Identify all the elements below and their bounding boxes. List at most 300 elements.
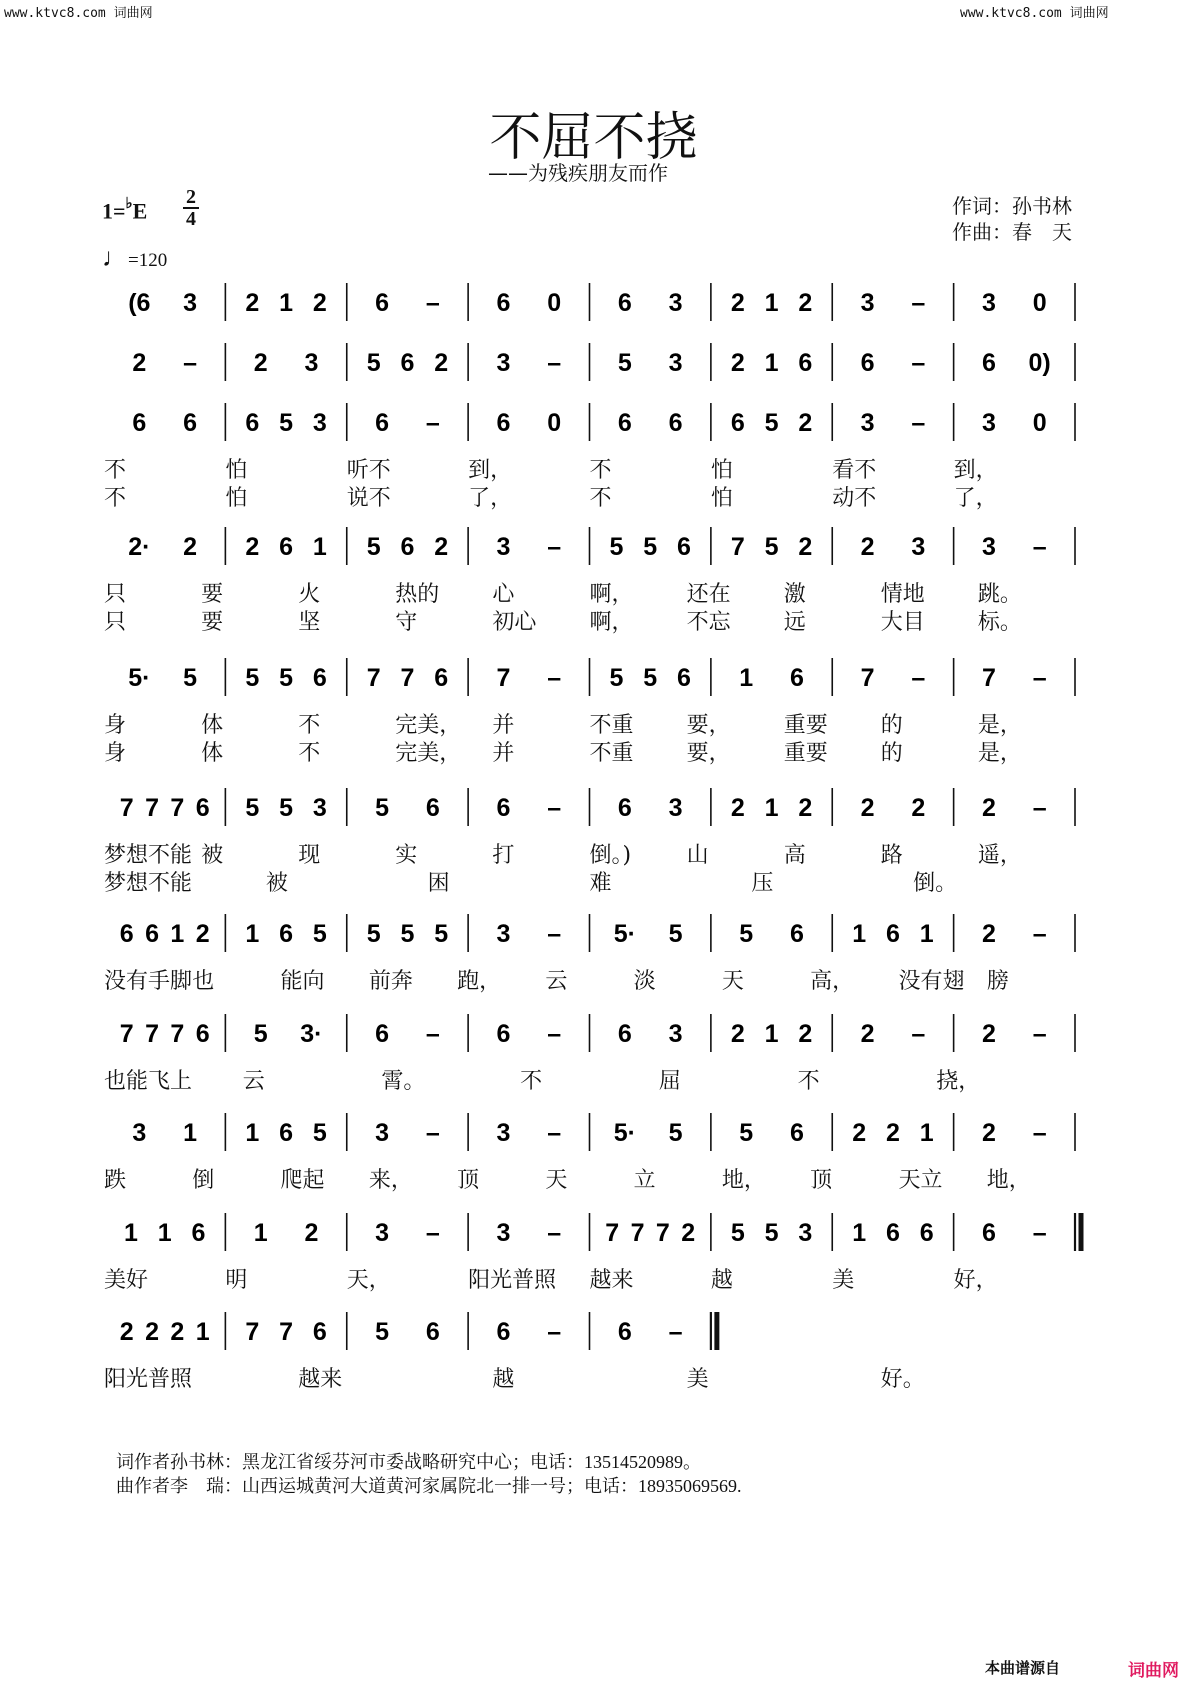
note: – <box>425 289 440 317</box>
note: 5 <box>366 533 381 561</box>
note: 6 <box>279 920 294 948</box>
note: 7 <box>119 794 134 822</box>
lyric-word: 遥， <box>977 843 1022 868</box>
note: 7 <box>366 664 381 692</box>
lyric-word: 也能飞上 <box>104 1069 193 1094</box>
lyric-word: 被 <box>265 871 288 896</box>
lyric-word: 不重 <box>589 741 634 766</box>
lyric-word: 爬起 <box>280 1168 325 1193</box>
lyric-word: 坚 <box>298 610 321 635</box>
note: 6 <box>919 1219 934 1247</box>
note: 3 <box>496 920 511 948</box>
note: 1 <box>764 794 779 822</box>
note: 1 <box>245 1119 260 1147</box>
note: 7 <box>496 664 511 692</box>
note: 1 <box>157 1219 172 1247</box>
note: – <box>1032 664 1047 692</box>
note: 7 <box>860 664 875 692</box>
note: 3 <box>132 1119 147 1147</box>
note: 6 <box>400 349 415 377</box>
lyric-word: 越 <box>492 1367 515 1392</box>
lyric-word: 跳。 <box>977 582 1022 607</box>
lyric-word: 屈 <box>658 1069 681 1094</box>
lyric-word: 是， <box>977 741 1022 766</box>
tempo-value: =120 <box>128 250 168 271</box>
lyric-word: 阳光普照 <box>468 1268 557 1293</box>
note: 6 <box>885 920 900 948</box>
lyric-word: 的 <box>880 713 903 738</box>
note: 6 <box>245 409 260 437</box>
note: 5 <box>764 409 779 437</box>
lyric-word: 顶 <box>457 1168 480 1193</box>
note: 6 <box>375 289 390 317</box>
brand-logo: 词曲网 <box>1128 1661 1179 1681</box>
lyric-word: 不 <box>520 1069 543 1094</box>
note: 6 <box>668 409 683 437</box>
note: 5 <box>730 1219 745 1247</box>
lyric-word: 怕 <box>710 486 733 511</box>
note: – <box>1032 533 1047 561</box>
note: (6 <box>128 289 151 317</box>
note: 3 <box>496 533 511 561</box>
note: 2 <box>798 533 813 561</box>
lyric-word: 不忘 <box>686 610 731 635</box>
notation-line <box>0 916 1187 956</box>
lyric-word: 并 <box>492 713 515 738</box>
lyric-word: 体 <box>201 741 224 766</box>
note: 2 <box>798 1020 813 1048</box>
lyric-word: 到， <box>468 458 513 483</box>
note: 3 <box>668 289 683 317</box>
note: 7 <box>119 1020 134 1048</box>
lyric-word: 跌 <box>104 1168 127 1193</box>
note: 3· <box>300 1020 323 1048</box>
notation-line <box>0 660 1187 700</box>
note: 3 <box>375 1119 390 1147</box>
note: 7 <box>982 664 996 692</box>
note: 3 <box>911 533 926 561</box>
note: 5 <box>279 409 294 437</box>
note: – <box>911 664 926 692</box>
note: 1 <box>919 920 934 948</box>
note: – <box>1032 1020 1047 1048</box>
notation-line <box>0 529 1187 569</box>
lyric-word: 重要 <box>783 741 828 766</box>
note: 7 <box>730 533 745 561</box>
note: 5 <box>739 1119 754 1147</box>
lyric-word: 霄。 <box>381 1069 426 1094</box>
lyric-word: 越来 <box>589 1268 634 1293</box>
note: 7 <box>279 1318 294 1346</box>
note: 6 <box>798 349 813 377</box>
lyric-word: 火 <box>298 582 321 607</box>
note: 1 <box>253 1219 268 1247</box>
note: 6 <box>617 289 632 317</box>
note: 6 <box>425 794 440 822</box>
note: 1 <box>183 1119 197 1147</box>
note: 3 <box>496 349 511 377</box>
lyric-word: 没有手脚 <box>104 969 193 994</box>
lyric-word: 初心 <box>492 610 537 635</box>
lyric-word: 要 <box>201 582 224 607</box>
lyric-word: 立 <box>633 1168 656 1193</box>
note: 5 <box>668 1119 683 1147</box>
note: 6 <box>789 920 804 948</box>
note: 5 <box>643 533 658 561</box>
note: 3 <box>304 349 319 377</box>
notation-line <box>0 345 1187 385</box>
lyric-word: 只 <box>104 582 127 607</box>
lyric-word: 实 <box>395 843 418 868</box>
note: 1 <box>852 920 867 948</box>
note: 5 <box>643 664 658 692</box>
note: – <box>425 1119 440 1147</box>
note: 6 <box>677 533 691 561</box>
composer-credit: 作曲：春 天 <box>952 222 1072 244</box>
note: 5 <box>312 920 327 948</box>
note: 2 <box>434 533 449 561</box>
lyric-word: 美好 <box>104 1268 149 1293</box>
lyric-word: 不 <box>298 741 321 766</box>
lyric-word: 云 <box>545 969 568 994</box>
note: 2 <box>119 1318 134 1346</box>
note: 5 <box>434 920 449 948</box>
note: 3 <box>668 349 683 377</box>
note: 0 <box>1032 409 1047 437</box>
notation-line <box>0 1016 1187 1056</box>
note: 5 <box>312 1119 327 1147</box>
note: 1 <box>279 289 294 317</box>
note: 6 <box>617 409 632 437</box>
note: 6 <box>617 1318 632 1346</box>
note: 6 <box>279 533 294 561</box>
note: 5 <box>279 794 294 822</box>
lyric-word: 美 <box>686 1367 709 1392</box>
lyric-word: 淡 <box>633 969 656 994</box>
key-signature <box>102 196 147 224</box>
notation-line <box>0 1314 1187 1354</box>
note: – <box>911 349 926 377</box>
note: 6 <box>312 664 327 692</box>
note: 2 <box>982 1119 996 1147</box>
note: 7 <box>245 1318 260 1346</box>
note: 0 <box>547 409 562 437</box>
lyric-word: 啊， <box>589 582 634 607</box>
note: 6 <box>434 664 449 692</box>
note: 0 <box>1032 289 1047 317</box>
note: 3 <box>312 794 327 822</box>
note: – <box>547 1219 562 1247</box>
lyric-word: 越 <box>710 1268 733 1293</box>
note: 3 <box>312 409 327 437</box>
note: 2 <box>982 794 996 822</box>
note: 6 <box>982 1219 996 1247</box>
key-prefix: 1= <box>102 198 126 224</box>
lyric-word: 完美， <box>395 741 462 766</box>
note: 7 <box>400 664 415 692</box>
note: 6 <box>789 1119 804 1147</box>
lyric-word: 梦想不能 <box>104 871 193 896</box>
note: 1 <box>764 289 779 317</box>
note: 5· <box>613 1119 636 1147</box>
note: 2 <box>145 1318 159 1346</box>
note: 3 <box>982 289 996 317</box>
note: – <box>668 1318 683 1346</box>
lyric-word: 能向 <box>280 969 325 994</box>
note: 6 <box>496 409 511 437</box>
lyric-word: 高 <box>783 843 806 868</box>
note: 5 <box>400 920 415 948</box>
note: 1 <box>245 920 260 948</box>
note: 6 <box>982 349 996 377</box>
note: 7 <box>145 1020 159 1048</box>
note: 3 <box>982 533 996 561</box>
note: 7 <box>605 1219 620 1247</box>
lyric-word: 美 <box>832 1268 855 1293</box>
note: 3 <box>375 1219 390 1247</box>
notation-line <box>0 1115 1187 1155</box>
lyric-word: 膀 <box>986 969 1009 994</box>
quarter-note-icon: ♩ <box>102 243 128 272</box>
lyric-word: 高， <box>810 969 855 994</box>
note: 5· <box>128 664 151 692</box>
lyric-word: 好。 <box>880 1367 925 1392</box>
lyric-word: 天 <box>545 1168 568 1193</box>
note: 5· <box>613 920 636 948</box>
note: 2 <box>798 794 813 822</box>
note: – <box>1032 920 1047 948</box>
lyric-word: 前奔 <box>368 969 413 994</box>
lyric-word: 不 <box>298 713 321 738</box>
note: – <box>547 794 562 822</box>
lyric-word: 是， <box>977 713 1022 738</box>
lyric-word: 倒。 <box>913 871 958 896</box>
lyric-word: 听不 <box>346 458 391 483</box>
note: 6 <box>617 794 632 822</box>
lyric-word: 梦想不能 <box>104 843 193 868</box>
note: 2 <box>860 533 875 561</box>
lyric-word: 怕 <box>225 486 248 511</box>
time-bottom: 4 <box>186 208 196 230</box>
lyric-word: 了， <box>468 486 513 511</box>
note: 5 <box>375 794 390 822</box>
lyric-word: 天， <box>346 1268 391 1293</box>
lyric-word: 明 <box>225 1268 248 1293</box>
note: – <box>911 1020 926 1048</box>
note: 6 <box>425 1318 440 1346</box>
note: 2 <box>852 1119 867 1147</box>
note: 5 <box>183 664 197 692</box>
lyric-word: 到， <box>953 458 998 483</box>
note: 1 <box>195 1318 210 1346</box>
lyric-word: 心 <box>492 582 515 607</box>
note: 6 <box>375 409 390 437</box>
note: 2 <box>860 1020 875 1048</box>
note: 6 <box>195 794 210 822</box>
note: 5 <box>366 349 381 377</box>
note: 5 <box>617 349 632 377</box>
note: 7 <box>145 794 159 822</box>
lyric-word: 压 <box>751 871 774 896</box>
note: 1 <box>739 664 754 692</box>
note: – <box>547 1119 562 1147</box>
key-letter: E <box>132 198 148 224</box>
note: – <box>547 1318 562 1346</box>
note: 6 <box>496 289 511 317</box>
lyric-word: 标。 <box>977 610 1022 635</box>
note: 6 <box>119 920 134 948</box>
note: 2 <box>195 920 210 948</box>
note: 0) <box>1028 349 1051 377</box>
note: 1 <box>170 920 185 948</box>
note: – <box>425 1219 440 1247</box>
note: 3 <box>183 289 197 317</box>
note: 2 <box>312 289 327 317</box>
note: 6 <box>730 409 745 437</box>
lyric-word: 要， <box>686 713 731 738</box>
note: 5 <box>739 920 754 948</box>
note: – <box>1032 1119 1047 1147</box>
note: 2 <box>183 533 197 561</box>
lyric-word: 热的 <box>395 582 440 607</box>
note: 5 <box>764 533 779 561</box>
lyric-word: 完美， <box>395 713 462 738</box>
note: 6 <box>312 1318 327 1346</box>
lyric-word: 不重 <box>589 713 634 738</box>
note: 7 <box>170 794 185 822</box>
note: 2 <box>860 794 875 822</box>
lyric-word: 身 <box>104 741 127 766</box>
note: 5 <box>668 920 683 948</box>
note: 3 <box>798 1219 813 1247</box>
note: 5 <box>609 664 624 692</box>
notation-line <box>0 285 1187 325</box>
header-right-watermark: www.ktvc8.com 词曲网 <box>960 6 1109 21</box>
note: 2 <box>170 1318 185 1346</box>
lyric-word: 现 <box>298 843 321 868</box>
note: 3 <box>982 409 996 437</box>
lyric-word: 跑， <box>457 969 502 994</box>
lyric-word: 越来 <box>298 1367 343 1392</box>
lyricist-contact: 词作者孙书林：黑龙江省绥芬河市委战略研究中心；电话：13514520989。 <box>116 1452 701 1472</box>
lyric-word: 好， <box>953 1268 998 1293</box>
lyric-word: 并 <box>492 741 515 766</box>
lyric-word: 来， <box>368 1168 413 1193</box>
note: – <box>1032 1219 1047 1247</box>
note: 3 <box>496 1219 511 1247</box>
note: 1 <box>764 1020 779 1048</box>
note: 3 <box>496 1119 511 1147</box>
note: – <box>911 289 926 317</box>
note: 2 <box>253 349 268 377</box>
tempo-mark <box>102 243 167 273</box>
note: 2 <box>730 349 745 377</box>
time-signature <box>183 188 199 228</box>
note: – <box>425 1020 440 1048</box>
lyric-word: 要 <box>201 610 224 635</box>
lyric-word: 倒。) <box>589 843 632 868</box>
note: 6 <box>496 794 511 822</box>
note: 5 <box>253 1020 268 1048</box>
note: 5 <box>764 1219 779 1247</box>
lyric-word: 怕 <box>225 458 248 483</box>
lyric-word: 远 <box>783 610 806 635</box>
note: 6 <box>375 1020 390 1048</box>
lyric-word: 啊， <box>589 610 634 635</box>
note: 3 <box>668 1020 683 1048</box>
note: 6 <box>191 1219 206 1247</box>
note: 6 <box>145 920 159 948</box>
note: 3 <box>860 289 875 317</box>
note: 2 <box>982 1020 996 1048</box>
note: 5 <box>366 920 381 948</box>
note: 2· <box>128 533 151 561</box>
source-label: 本曲谱源自 <box>985 1659 1061 1677</box>
lyric-word: 路 <box>880 843 903 868</box>
lyric-word: 怕 <box>710 458 733 483</box>
lyric-word: 说不 <box>346 486 391 511</box>
song-subtitle: ——为残疾朋友而作 <box>488 161 668 185</box>
lyric-word: 天立 <box>898 1168 943 1193</box>
lyric-word: 不 <box>589 458 612 483</box>
lyric-word: 的 <box>880 741 903 766</box>
lyricist-credit: 作词：孙书林 <box>952 196 1072 218</box>
note: – <box>425 409 440 437</box>
note: 7 <box>630 1219 645 1247</box>
lyric-word: 地， <box>986 1168 1031 1193</box>
note: 2 <box>798 289 813 317</box>
note: 1 <box>312 533 327 561</box>
note: 2 <box>798 409 813 437</box>
note: 6 <box>617 1020 632 1048</box>
note: 5 <box>245 794 260 822</box>
note: 7 <box>655 1219 670 1247</box>
notation-line <box>0 1215 1187 1255</box>
note: 2 <box>304 1219 319 1247</box>
note: 2 <box>434 349 449 377</box>
note: 5 <box>279 664 294 692</box>
lyric-word: 大目 <box>880 610 925 635</box>
note: 6 <box>789 664 804 692</box>
flat-sign: ♭ <box>125 196 133 212</box>
note: 2 <box>245 533 260 561</box>
notation-line <box>0 405 1187 445</box>
lyric-word: 只 <box>104 610 127 635</box>
lyric-word: 打 <box>492 843 515 868</box>
lyric-word: 山 <box>686 843 709 868</box>
note: 5 <box>245 664 260 692</box>
note: 6 <box>677 664 691 692</box>
note: – <box>183 349 197 377</box>
lyric-word: 重要 <box>783 713 828 738</box>
lyric-word: 被 <box>201 843 224 868</box>
lyric-word: 守 <box>395 610 418 635</box>
note: 6 <box>279 1119 294 1147</box>
note: 3 <box>668 794 683 822</box>
note: 5 <box>609 533 624 561</box>
lyric-word: 难 <box>589 871 612 896</box>
note: – <box>547 920 562 948</box>
lyric-word: 不 <box>104 458 127 483</box>
note: 7 <box>170 1020 185 1048</box>
note: 2 <box>681 1219 696 1247</box>
composer-contact: 曲作者李 瑞：山西运城黄河大道黄河家属院北一排一号；电话：18935069569. <box>116 1476 742 1496</box>
note: 1 <box>852 1219 867 1247</box>
notation-line <box>0 790 1187 830</box>
note: 6 <box>132 409 147 437</box>
note: – <box>547 349 562 377</box>
lyric-word: 困 <box>427 871 450 896</box>
